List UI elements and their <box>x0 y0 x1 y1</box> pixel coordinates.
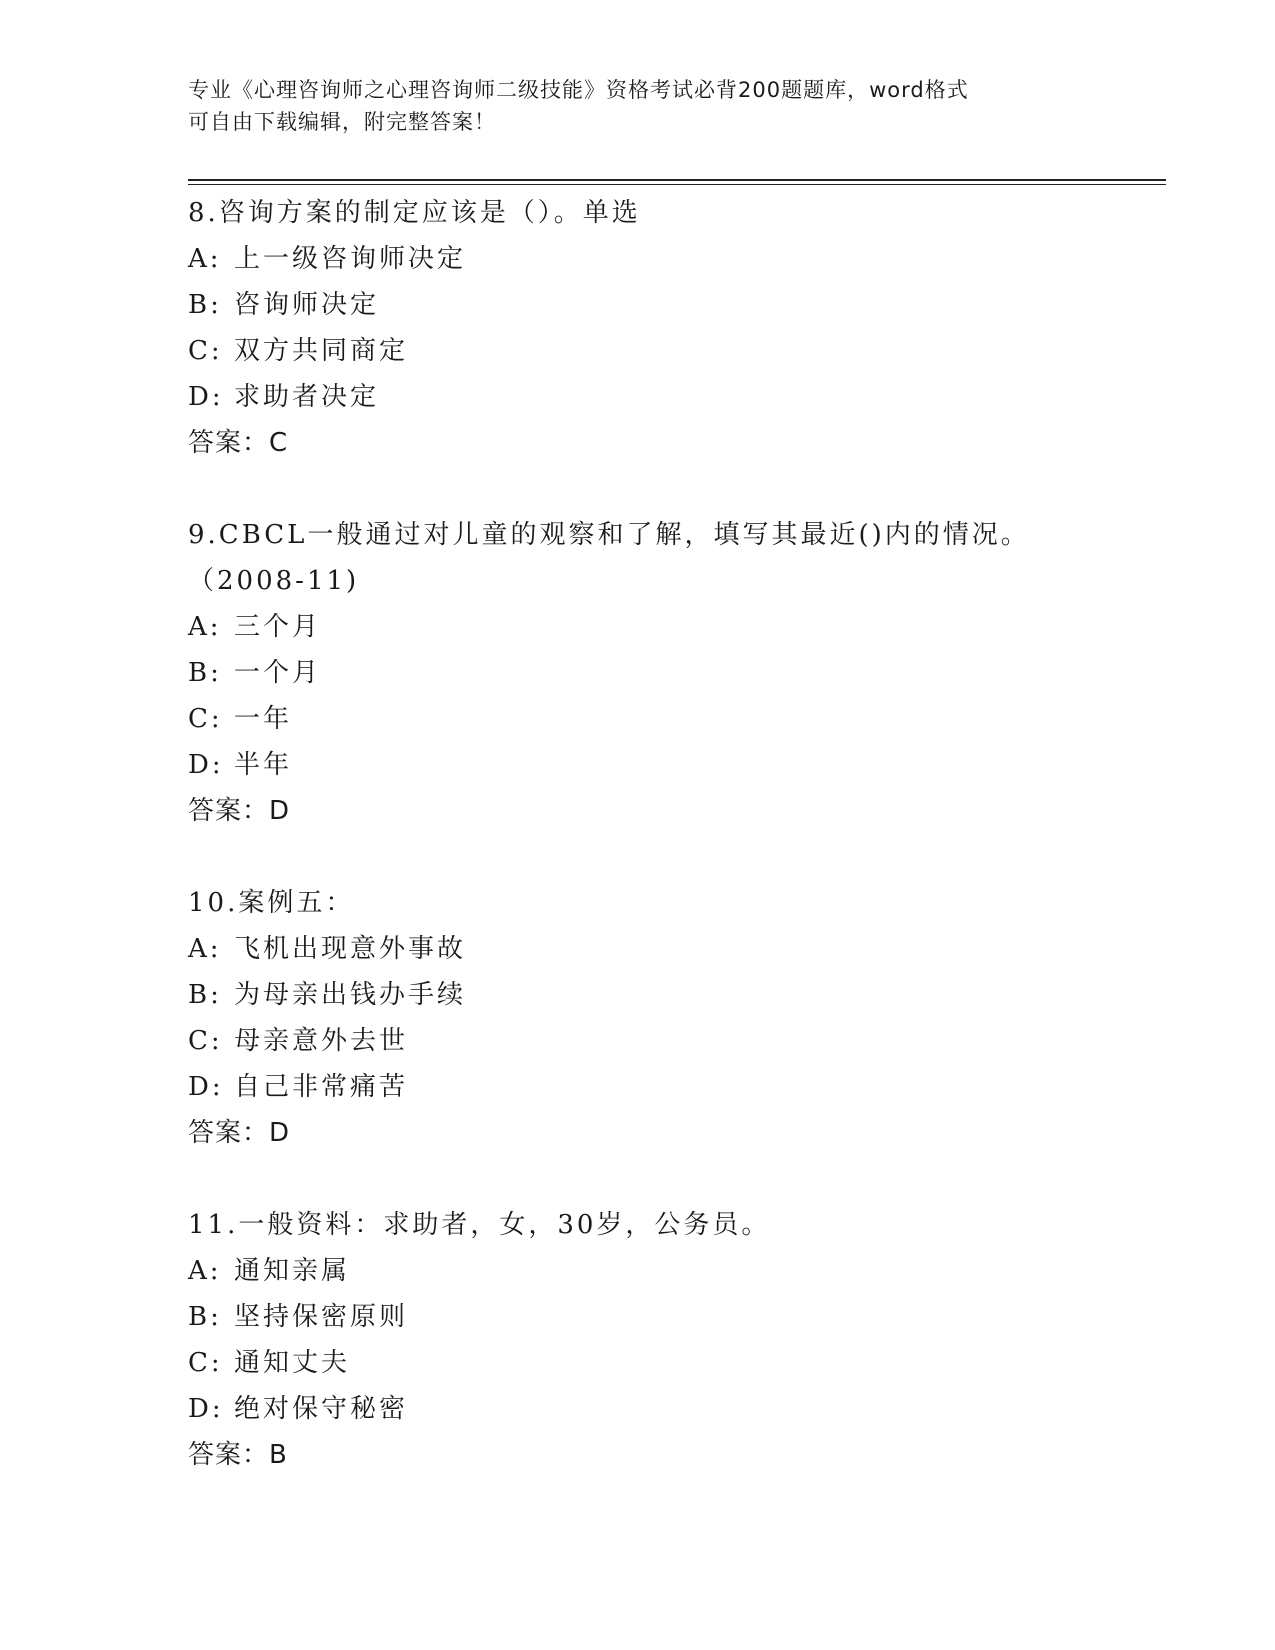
option-letter: D: <box>188 1072 224 1102</box>
header-divider-thick <box>188 179 1166 181</box>
option-text: 一个月 <box>234 658 322 688</box>
option-c <box>188 1340 1088 1386</box>
option-text: 求助者决定 <box>234 382 380 412</box>
option-a <box>188 1248 1088 1294</box>
question-title: 9.CBCL一般通过对儿童的观察和了解，填写其最近()内的情况。（2008-11) <box>188 520 1030 596</box>
option-text: 三个月 <box>234 612 322 642</box>
option-a <box>188 236 1088 282</box>
question-title: 8.咨询方案的制定应该是（）。单选 <box>188 198 641 228</box>
question-11 <box>188 1202 1088 1478</box>
option-letter: D: <box>188 750 224 780</box>
question-8 <box>188 190 1088 466</box>
option-letter: C: <box>188 1348 223 1378</box>
option-letter: A: <box>188 244 222 274</box>
answer-line: 答案：D <box>188 1118 291 1148</box>
question-title: 11.一般资料：求助者，女，30岁，公务员。 <box>188 1210 771 1240</box>
option-text: 为母亲出钱办手续 <box>234 980 467 1010</box>
header-line-1: 专业《心理咨询师之心理咨询师二级技能》资格考试必背200题题库，word格式 <box>188 78 969 102</box>
answer-line: 答案：C <box>188 428 289 458</box>
option-text: 自己非常痛苦 <box>234 1072 409 1102</box>
option-c <box>188 328 1088 374</box>
option-letter: B: <box>188 290 222 320</box>
option-text: 双方共同商定 <box>234 336 409 366</box>
question-title: 10.案例五： <box>188 888 355 918</box>
option-a <box>188 926 1088 972</box>
option-text: 一年 <box>234 704 293 734</box>
option-text: 母亲意外去世 <box>234 1026 409 1056</box>
option-text: 坚持保密原则 <box>234 1302 409 1332</box>
option-letter: B: <box>188 658 222 688</box>
option-b <box>188 972 1088 1018</box>
option-letter: A: <box>188 1256 222 1286</box>
option-d <box>188 742 1088 788</box>
option-d <box>188 1386 1088 1432</box>
option-letter: A: <box>188 612 222 642</box>
option-letter: B: <box>188 980 222 1010</box>
option-text: 通知丈夫 <box>234 1348 351 1378</box>
question-10 <box>188 880 1088 1156</box>
header-divider-thin <box>188 184 1166 185</box>
document-header <box>188 74 1088 138</box>
option-a <box>188 604 1088 650</box>
header-line-2: 可自由下载编辑，附完整答案！ <box>188 110 496 134</box>
answer-line: 答案：D <box>188 796 291 826</box>
option-letter: A: <box>188 934 222 964</box>
option-text: 咨询师决定 <box>234 290 380 320</box>
option-letter: C: <box>188 704 223 734</box>
option-c <box>188 696 1088 742</box>
option-b <box>188 650 1088 696</box>
option-b <box>188 1294 1088 1340</box>
option-letter: D: <box>188 1394 224 1424</box>
question-list <box>188 190 1088 1524</box>
option-letter: C: <box>188 1026 223 1056</box>
option-letter: D: <box>188 382 224 412</box>
option-text: 半年 <box>234 750 293 780</box>
option-letter: C: <box>188 336 223 366</box>
option-d <box>188 1064 1088 1110</box>
option-text: 飞机出现意外事故 <box>234 934 467 964</box>
option-text: 上一级咨询师决定 <box>234 244 467 274</box>
option-text: 通知亲属 <box>234 1256 351 1286</box>
option-d <box>188 374 1088 420</box>
option-c <box>188 1018 1088 1064</box>
question-9 <box>188 512 1088 834</box>
option-b <box>188 282 1088 328</box>
option-text: 绝对保守秘密 <box>234 1394 409 1424</box>
answer-line: 答案：B <box>188 1440 288 1470</box>
option-letter: B: <box>188 1302 222 1332</box>
